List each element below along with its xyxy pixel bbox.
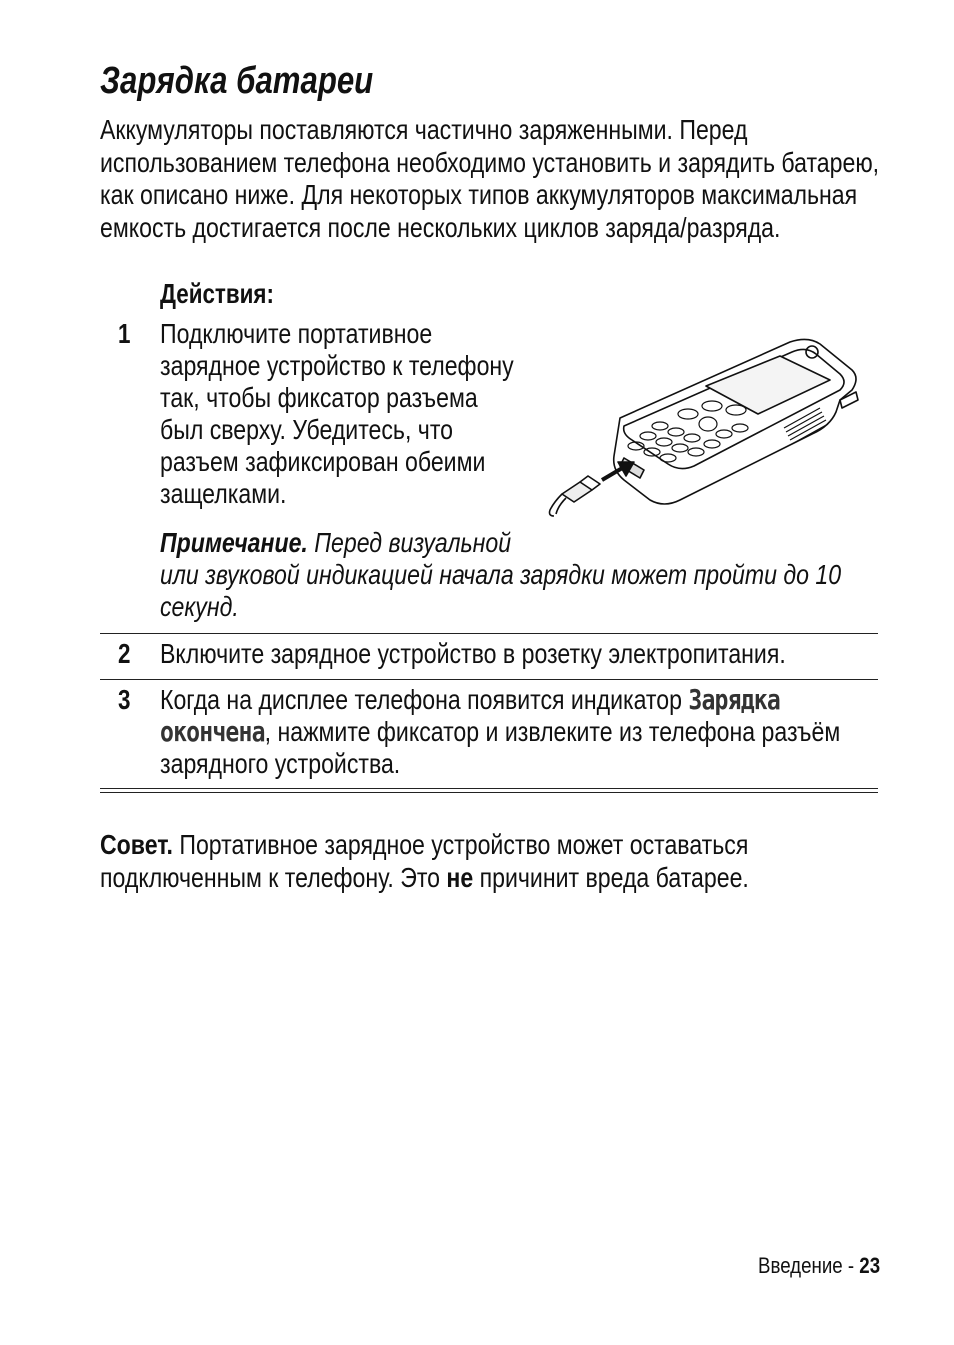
- actions-heading: Действия:: [160, 278, 274, 309]
- step-line: зарядного устройства.: [160, 748, 401, 779]
- step-line: защелками.: [160, 478, 287, 509]
- divider: [100, 792, 878, 793]
- tip-text: Портативное зарядное устройство может оставаться: [172, 829, 749, 860]
- footer-section: Введение -: [758, 1253, 860, 1278]
- intro-line: Аккумуляторы поставляются частично заряженными. Перед: [100, 114, 748, 145]
- divider: [100, 788, 878, 789]
- step-line: Включите зарядное устройство в розетку электропитания.: [160, 638, 786, 669]
- step-number: 2: [118, 638, 131, 669]
- page-title: Зарядка батареи: [100, 60, 374, 102]
- step-line: так, чтобы фиксатор разъема: [160, 382, 478, 413]
- step-text: Когда на дисплее телефона появится индикатор: [160, 684, 689, 715]
- step-line: Подключите портативное: [160, 318, 433, 349]
- intro-line: использованием телефона необходимо установить и зарядить батарею,: [100, 146, 880, 178]
- note-text: Перед визуальной: [314, 527, 512, 558]
- display-indicator-text: окончена: [160, 715, 265, 748]
- display-indicator-text: Зарядка: [688, 683, 780, 716]
- note-line: секунд.: [160, 591, 239, 622]
- divider: [100, 633, 878, 634]
- step-number: 1: [118, 318, 131, 349]
- step-line: был сверху. Убедитесь, что: [160, 414, 454, 445]
- page-number: 23: [859, 1253, 881, 1278]
- page-footer: [758, 1253, 880, 1279]
- step-2-text: [160, 638, 786, 670]
- tip-line: [100, 862, 749, 895]
- note-line: [160, 527, 841, 559]
- step-1-note: [160, 527, 841, 623]
- divider: [100, 679, 878, 680]
- tip-label: Совет.: [100, 829, 173, 860]
- step-number: 3: [118, 684, 131, 715]
- step-line: [160, 716, 840, 748]
- arrow-icon: [602, 462, 634, 480]
- tip-text: подключенным к телефону. Это: [100, 861, 447, 893]
- tip-text: причинит вреда батарее.: [473, 861, 749, 893]
- keypad: [628, 401, 748, 462]
- charger-plug-icon: [550, 476, 601, 516]
- note-line: или звуковой индикацией начала зарядки может пройти до 10: [160, 559, 842, 590]
- tip-emphasis: не: [446, 861, 474, 893]
- step-text: , нажмите фиксатор и извлеките из телефона разъём: [264, 716, 841, 747]
- phone-body: [614, 339, 856, 504]
- intro-line: как описано ниже. Для некоторых типов аккумуляторов максимальная: [100, 179, 858, 210]
- step-line: зарядное устройство к телефону: [160, 350, 514, 381]
- phone-with-charger-illustration: [540, 330, 860, 520]
- step-line: [160, 684, 840, 716]
- step-line: разъем зафиксирован обеими: [160, 446, 486, 477]
- intro-paragraph: [100, 114, 892, 244]
- speaker-grille-icon: [784, 408, 828, 444]
- step-3-text: [160, 684, 840, 780]
- step-1-text: [160, 318, 514, 510]
- note-label: Примечание.: [160, 527, 308, 558]
- intro-line: емкость достигается после нескольких циклов заряда/разряда.: [100, 211, 781, 243]
- tip-paragraph: [100, 829, 749, 894]
- tip-line: [100, 829, 749, 862]
